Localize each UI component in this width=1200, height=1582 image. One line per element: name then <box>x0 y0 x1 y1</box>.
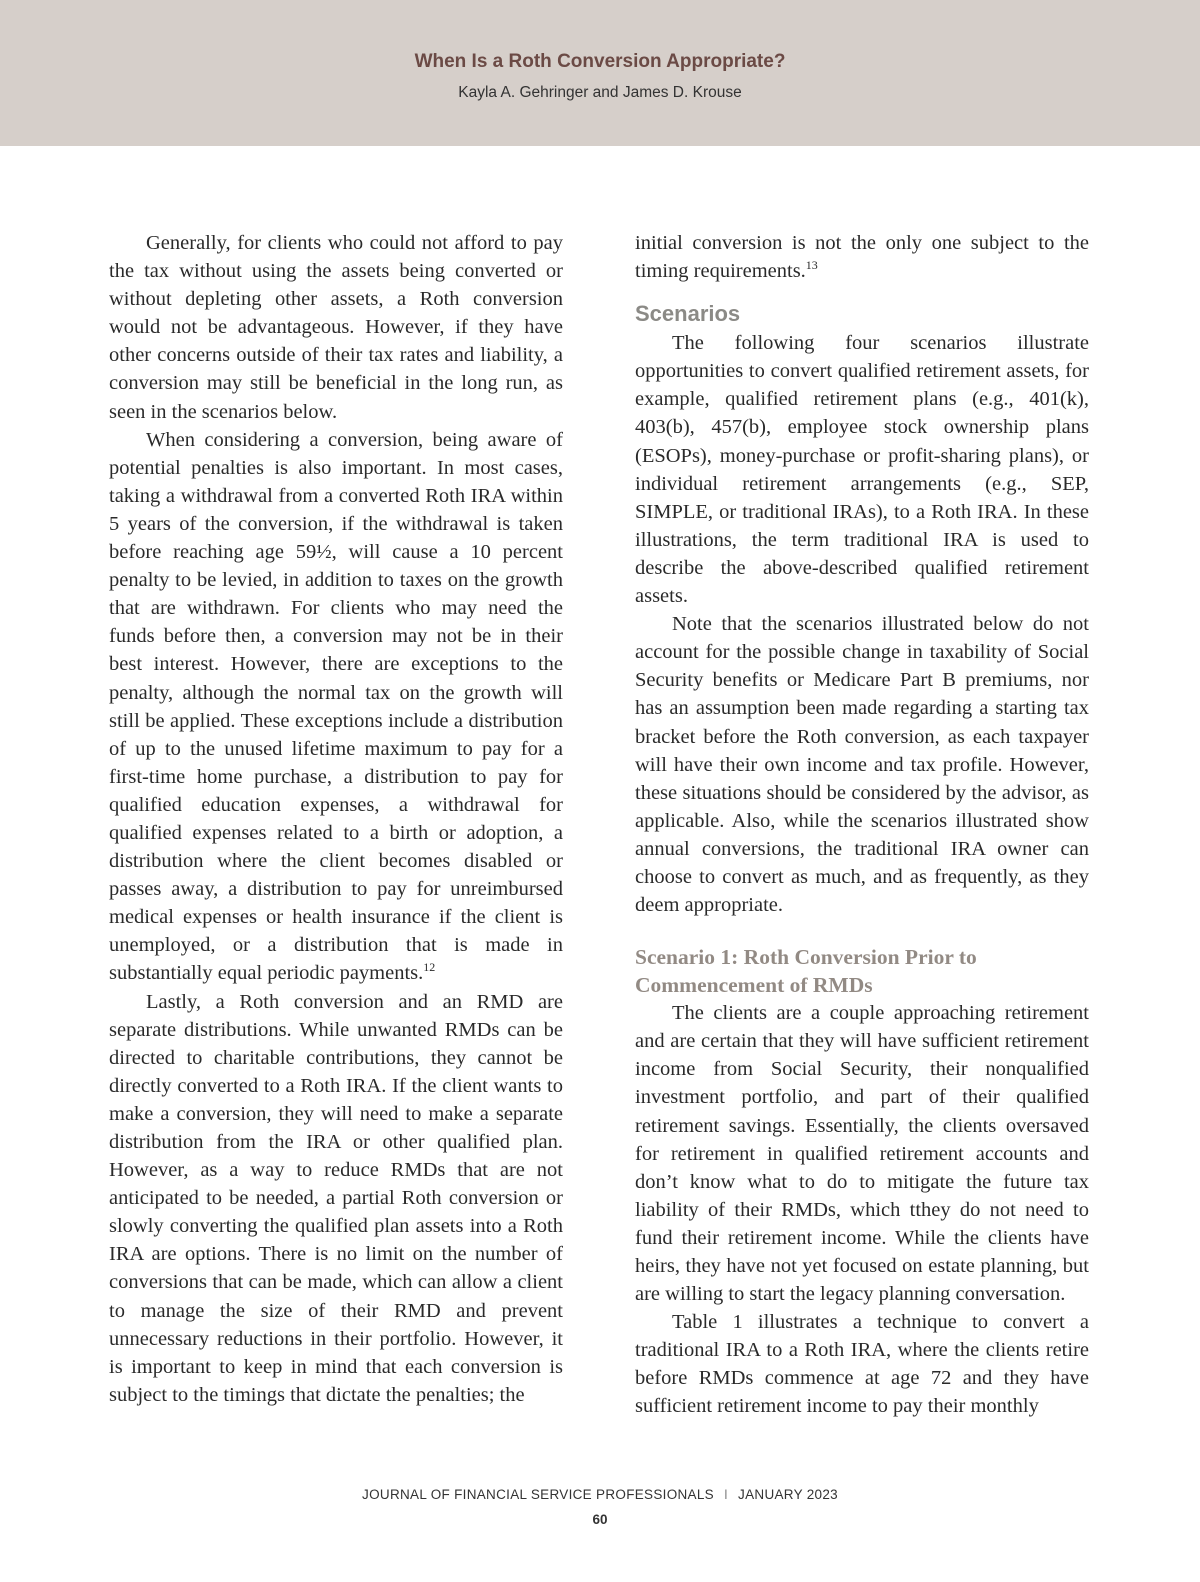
issue-date: JANUARY 2023 <box>738 1487 838 1502</box>
section-heading: Scenarios <box>635 301 741 327</box>
journal-name: JOURNAL OF FINANCIAL SERVICE PROFESSIONALS <box>362 1487 714 1502</box>
paragraph: Note that the scenarios illustrated below do not account for the possible change in taxability of Social Security benefits or Medicare Part B premiums, nor has an assumption been made regarding a starting tax bracket before the Roth conversion, as each taxpayer will have their own income and tax profile. However, these situations should be considered by the advisor, as applicable. Also, while the scenarios illustrated show annual conversions, the traditional IRA owner can choose to convert as much, and as frequently, as they deem appropriate. <box>635 613 1089 917</box>
paragraph: Generally, for clients who could not afford to pay the tax without using the assets being converted or without depleting other assets, a Roth conversion would not be advantageous. However, if they have other concerns outside of their tax rates and liability, a conversion may still be beneficial in the long run, as seen in the scenarios below. <box>109 232 563 423</box>
footnote-ref[interactable]: 12 <box>423 960 436 975</box>
paragraph: The clients are a couple approaching retirement and are certain that they will have sufficient retirement income from Social Security, their nonqualified investment portfolio, and part of their qualified retirement savings. Essentially, the clients oversaved for retirement in qualified retirement accounts and don’t know what to do to mitigate the future tax liability of their RMDs, which tthey do not need to fund their retirement income. While the clients have heirs, they have not yet focused on estate planning, but are willing to start the legacy planning conversation. <box>635 1002 1089 1306</box>
footer-separator: I <box>723 1487 729 1502</box>
paragraph: The following four scenarios illustrate opportunities to convert qualified retirement assets, for example, qualified retirement plans (e.g., 401(k), 403(b), 457(b), employee stock ownership plans (ESOPs), money-purchase or profit-sharing plans), or individual retirement arrangements (e.g., SEP, SIMPLE, or traditional IRAs), to a Roth IRA. In these illustrations, the term traditional IRA is used to describe the above-described qualified retirement assets. <box>635 332 1089 608</box>
paragraph: Table 1 illustrates a technique to convert a traditional IRA to a Roth IRA, where the clients retire before RMDs commence at age 72 and they have sufficient retirement income to pay their monthly <box>635 1311 1089 1418</box>
left-column <box>109 229 563 1409</box>
paragraph <box>109 426 563 988</box>
footnote-ref[interactable]: 13 <box>805 258 818 273</box>
footer-journal-line <box>0 1487 1200 1502</box>
article-authors: Kayla A. Gehringer and James D. Krouse <box>458 84 742 101</box>
scenario-heading <box>635 943 1089 999</box>
right-column <box>635 229 1089 1421</box>
paragraph: Lastly, a Roth conversion and an RMD are separate distributions. While unwanted RMDs can be directed to charitable contributions, they cannot be directly converted to a Roth IRA. If the client wants to make a conversion, they will need to make a separate distribution from the IRA or other qualified plan. However, as a way to reduce RMDs that are not anticipated to be needed, a partial Roth conversion or slowly converting the qualified plan assets into a Roth IRA are options. There is no limit on the number of conversions that can be made, which can allow a client to manage the size of their RMD and prevent unnecessary reductions in their portfolio. However, it is important to keep in mind that each conversion is subject to the timings that dictate the penalties; the <box>109 990 563 1406</box>
paragraph-text: When considering a conversion, being aware of potential penalties is also important. In most cases, taking a withdrawal from a converted Roth IRA within 5 years of the conversion, if the withdrawal is taken before reaching age 59½, will cause a 10 percent penalty to be levied, in addition to taxes on the growth that are withdrawn. For clients who may need the funds before then, a conversion may not be in their best interest. However, there are exceptions to the penalty, although the normal tax on the growth will still be applied. These exceptions include a distribution of up to the unused lifetime maximum to pay for a first-time home purchase, a distribution to pay for qualified education expenses, a withdrawal for qualified expenses related to a birth or adoption, a distribution where the client becomes disabled or passes away, a distribution to pay for unreimbursed medical expenses or health insurance if the client is unemployed, or a distribution that is made in substantially equal periodic payments. <box>109 428 563 985</box>
paragraph <box>635 229 1089 285</box>
scenario-heading-line: Commencement of RMDs <box>635 973 873 998</box>
page-number: 60 <box>592 1512 608 1527</box>
paragraph-text: initial conversion is not the only one subject to the timing requirements. <box>635 232 1089 283</box>
article-title: When Is a Roth Conversion Appropriate? <box>414 51 786 72</box>
scenario-heading-line: Scenario 1: Roth Conversion Prior to <box>635 945 977 970</box>
header-band <box>0 0 1200 146</box>
